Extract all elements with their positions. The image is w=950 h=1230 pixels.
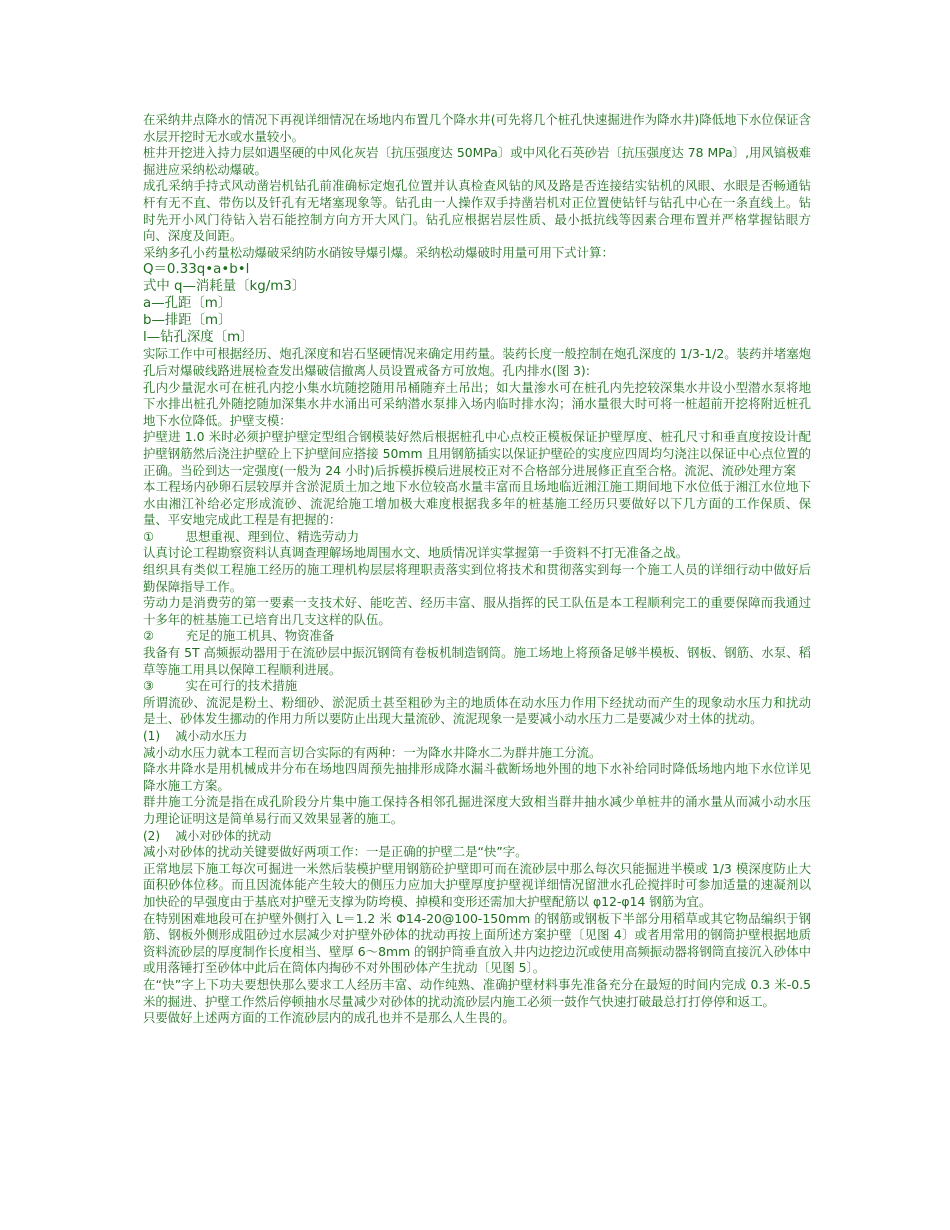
paragraph-difficult-section: 在特别困难地段可在护壁外侧打入 L＝1.2 米 Φ14-20@100-150mm 的钢筋或钢板下半部分用稻草或其它物品编织于钢筋、钢板外侧形成阻砂过水层减少对护壁外砂体的扰动再按上面所述方案护壁〔见图 4〕或者用常用的钢筒护壁根据地质资料流砂层的厚度制作长度相当、壁厚 6～8mm 的钢护筒垂直放入井内边挖边沉或使用高频振动器将钢筒直接沉入砂体中或用落锤打至砂体中此后在筒体内掏砂不对外围砂体产生扰动〔见图 5〕。 (143, 910, 811, 976)
paragraph-speed: 在“快”字上下功夫要想快那么要求工人经历丰富、动作纯熟、准确护壁材料事先准备充分在最短的时间内完成 0.3 米-0.5 米的掘进、护壁工作然后停顿抽水尽量减少对砂体的扰动流砂层内施工必须一鼓作气快速打破最总打打停停和返工。 (143, 976, 811, 1009)
paragraph-well-dewatering: 在采纳井点降水的情况下再视详细情况在场地内布置几个降水井(可先将几个桩孔快速掘进作为降水井)降低地下水位保证含水层开挖时无水或水量较小。 (143, 112, 811, 144)
paragraph-drainage: 孔内少量泥水可在桩孔内挖小集水坑随挖随用吊桶随弃土吊出；如大量渗水可在桩孔内先挖较深集水井设小型潜水泵将地下水排出桩孔外随挖随加深集水井水涌出可采纳潜水泵排入场内临时排水沟；涌水量很大时可将一桩超前开挖将附近桩孔地下水位降低。护壁支模： (143, 379, 811, 428)
paragraph-site-conditions: 本工程场内砂卵石层较厚并含淤泥质土加之地下水位较高水量丰富而且场地临近湘江施工期间地下水位低于湘江水位地下水由湘江补给必定形成流砂、流泥给施工增加极大难度根据我多年的桩基施工经历只要做好以下几方面的工作保质、保量、平安地完成此工程是有把握的： (143, 479, 811, 528)
paragraph-normal-strata: 正常地层下施工每次可掘进一米然后装模护壁用钢筋砼护壁即可而在流砂层中那么每次只能掘进半模或 1/3 模深度防止大面积砂体位移。而且因流体能产生较大的侧压力应加大护壁厚度护壁视详细情况留泄水孔砼搅拌时可参加适量的速凝剂以加快砼的早强度由于基底对护壁无支撑为防垮模、掉模和变形还需加大护壁配筋以 φ12-φ14 钢筋为宜。 (143, 860, 811, 909)
subheading-1: (1) 减小动水压力 (143, 729, 248, 743)
paragraph-labor: 劳动力是消费劳的第一要素一支技术好、能吃苦、经历丰富、服从指挥的民工队伍是本工程顺利完工的重要保障而我通过十多年的桩基施工已培育出几支这样的队伍。 (143, 595, 811, 627)
paragraph-reduce-pressure: 减小动水压力就本工程而言切合实际的有两种：一为降水井降水二为群井施工分流。 (143, 744, 602, 760)
paragraph-loose-blasting: 采纳多孔小药量松动爆破采纳防水硝铵导爆引爆。采纳松动爆破时用量可用下式计算： (143, 244, 614, 260)
paragraph-blasting-condition: 桩井开挖进入持力层如遇坚硬的中风化灰岩〔抗压强度达 50MPa〕或中风化石英砂岩〔抗压强度达 78 MPa〕,用风镐极难掘进应采纳松动爆破。 (143, 145, 811, 177)
paragraph-equipment: 我备有 5T 高频振动器用于在流砂层中振沉钢筒有卷板机制造钢筒。施工场地上将预备足够半模板、钢板、钢筋、水泵、稻草等施工用具以保障工程顺利进展。 (143, 645, 811, 677)
paragraph-survey: 认真讨论工程勘察资料认真调查理解场地周围水文、地质情况详实掌握第一手资料不打无准备之战。 (143, 545, 689, 561)
paragraph-group-wells: 群井施工分流是指在成孔阶段分片集中施工保持各相邻孔掘进深度大致相当群井抽水减少单桩井的涌水量从而减小动水压力理论证明这是简单易行而又效果显著的施工。 (143, 794, 811, 826)
paragraph-organization: 组织具有类似工程施工经历的施工理机构层层将理职责落实到位将技术和贯彻落实到每一个施工人员的详细行动中做好后勤保障指导工作。 (143, 562, 811, 594)
paragraph-conclusion: 只要做好上述两方面的工作流砂层内的成孔也并不是那么人生畏的。 (143, 1010, 515, 1026)
document-body (143, 112, 811, 1027)
formula: Q＝0.33q•a•b•l (143, 262, 250, 278)
paragraph-charge: 实际工作中可根据经历、炮孔深度和岩石坚硬情况来确定用药量。装药长度一般控制在炮孔深度的 1/3-1/2。装药并堵塞炮孔后对爆破线路进展检查发出爆破信撤离人员设置戒备方可放炮。孔内排水(图 3): (143, 346, 811, 378)
formula-var-l: l—钻孔深度〔m〕 (143, 330, 254, 346)
formula-var-b: b—排距〔m〕 (143, 313, 232, 329)
paragraph-reduce-disturbance: 减小对砂体的扰动关键要做好两项工作：一是正确的护壁二是“快”字。 (143, 844, 528, 860)
paragraph-quicksand-definition: 所谓流砂、流泥是粉土、粉细砂、淤泥质土甚至粗砂为主的地质体在动水压力作用下经扰动而产生的现象动水压力和扰动是土、砂体发生挪动的作用力所以要防止出现大量流砂、流泥现象一是要减小动水压力二是要减少对土体的扰动。 (143, 694, 811, 727)
paragraph-drilling: 成孔采纳手持式风动凿岩机钻孔前准确标定炮孔位置并认真检查风钻的风及路是否连接结实钻机的风眼、水眼是否畅通钻杆有无不直、带伤以及钎孔有无堵塞现象等。钻孔由一人操作双手持凿岩机对正位置使钻钎与钻孔中心在一条直线上。钻时先开小风门待钻入岩石能控制方向方开大风门。钻孔应根据岩层性质、最小抵抗线等因素合理布置并严格掌握钻眼方向、深度及间距。 (143, 178, 811, 244)
formula-var-a: a—孔距〔m〕 (143, 296, 232, 312)
paragraph-dewatering-well: 降水井降水是用机械成井分布在场地四周预先抽排形成降水漏斗截断场地外围的地下水补给同时降低场地内地下水位详见降水施工方案。 (143, 761, 811, 793)
subheading-2: (2) 减小对砂体的扰动 (143, 828, 272, 843)
section-heading-1: ① 思想重视、理到位、精选劳动力 (143, 528, 360, 544)
formula-var-q: 式中 q—消耗量〔kg/m3〕 (143, 279, 306, 295)
paragraph-formwork: 护壁进 1.0 米时必须护壁护壁定型组合钢模装好然后根据桩孔中心点校正模板保证护壁厚度、桩孔尺寸和垂直度按设计配护壁钢筋然后浇注护壁砼上下护壁间应搭接 50mm 且用钢筋插实以保证护壁砼的实度应四周均匀浇注以保证中心点位置的正确。当砼到达一定强度(一般为 24 小时)后拆模拆模后进展校正对不合格部分进展修正直至合格。流泥、流砂处理方案 (143, 429, 811, 478)
section-heading-2: ② 充足的施工机具、物资准备 (143, 628, 335, 644)
section-heading-3: ③ 实在可行的技术措施 (143, 678, 298, 694)
